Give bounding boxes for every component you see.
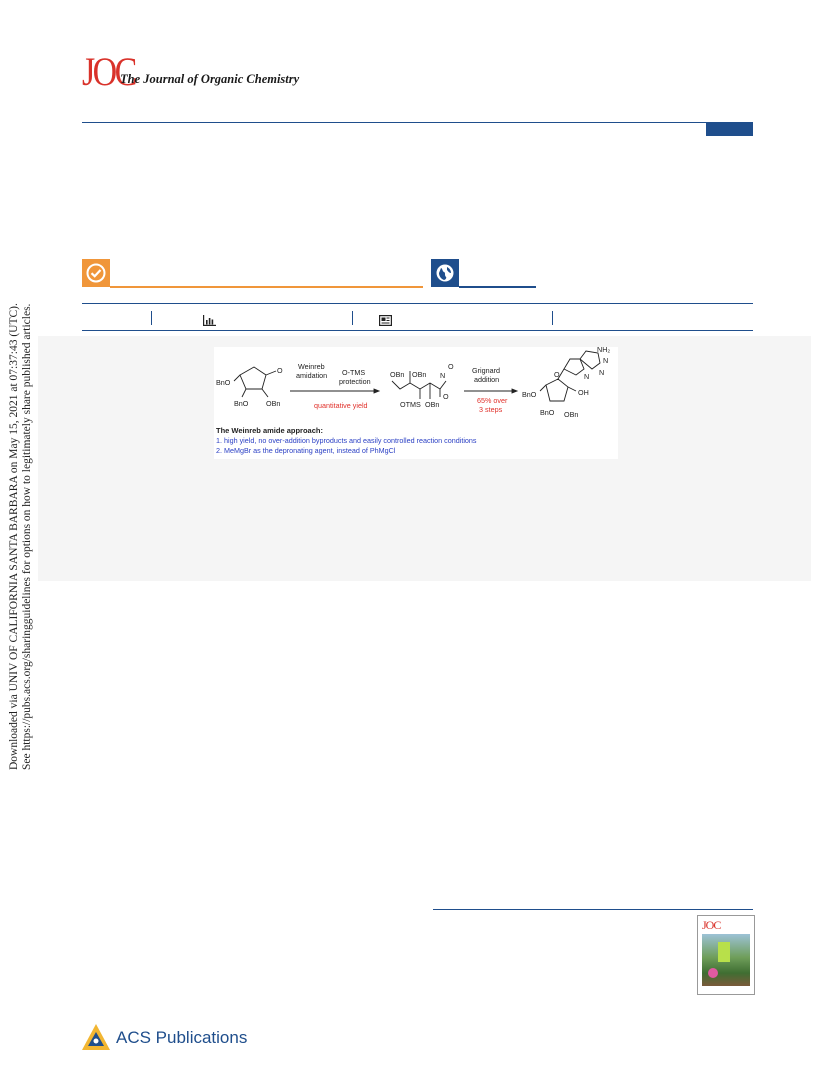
sm-label: OBn [266, 399, 281, 408]
toc-graphic [214, 347, 618, 459]
product-label: NH₂ [597, 347, 611, 354]
product [540, 351, 600, 401]
checkmark-icon [86, 263, 106, 283]
product-label: BnO [540, 408, 555, 417]
acs-logo-icon [80, 1022, 112, 1052]
reagent-label: amidation [296, 371, 328, 380]
news-icon[interactable] [379, 315, 392, 326]
sm-label: BnO [234, 399, 249, 408]
yield-label: 3 steps [479, 405, 503, 414]
global-badge[interactable] [431, 259, 459, 287]
yield-label: quantitative yield [314, 401, 368, 410]
reaction-arrow [290, 389, 379, 393]
intermediate-label: OTMS [400, 400, 421, 409]
bar-chart-icon[interactable] [203, 315, 216, 326]
reagent-label: O-TMS [342, 368, 366, 377]
cover-art-shape [708, 968, 718, 978]
badge-rule-orange [110, 286, 423, 288]
open-access-badge[interactable] [82, 259, 110, 287]
approach-point: 2. MeMgBr as the depronating agent, instead of PhMgCl [216, 446, 396, 455]
reaction-arrow [464, 389, 517, 393]
sm-label: O [277, 366, 283, 375]
starting-material [234, 367, 276, 397]
intermediate-label: O [443, 392, 449, 401]
journal-cover[interactable] [697, 915, 755, 995]
product-label: OBn [564, 410, 579, 419]
header-rule [82, 122, 706, 123]
cover-logo: JOC [702, 918, 721, 932]
product-label: BnO [522, 390, 537, 399]
footer-rule [433, 909, 753, 910]
header-accent-block [706, 122, 753, 136]
reagent-label: Grignard [472, 366, 500, 375]
metric-separator [151, 311, 152, 325]
intermediate-label: OBn [412, 370, 427, 379]
yield-label: 65% over [477, 396, 508, 405]
globe-icon [435, 263, 455, 283]
metrics-rule-bottom [82, 330, 753, 331]
reaction-scheme [214, 347, 618, 459]
approach-point: 1. high yield, no over-addition byproducts and easily controlled reaction conditions [216, 436, 477, 445]
reagent-label: Weinreb [298, 362, 325, 371]
download-notice-line-1: Downloaded via UNIV OF CALIFORNIA SANTA BARBARA on May 15, 2021 at 07:37:43 (UTC). [8, 303, 20, 770]
approach-title: The Weinreb amide approach: [216, 426, 323, 435]
intermediate-label: O [448, 362, 454, 371]
cover-art-shape [718, 942, 730, 962]
intermediate-label: OBn [425, 400, 440, 409]
publisher-name: ACS Publications [116, 1028, 248, 1047]
product-label: N [584, 372, 590, 381]
product-label: OH [578, 388, 589, 397]
product-label: N [599, 368, 605, 377]
journal-title: The Journal of Organic Chemistry [120, 72, 300, 86]
badge-rule-blue [459, 286, 536, 288]
download-notice [0, 303, 42, 770]
download-notice-line-2: See https://pubs.acs.org/sharingguidelines for options on how to legitimately share published articles. [21, 303, 33, 770]
sm-label: BnO [216, 378, 231, 387]
product-label: O [554, 370, 560, 379]
journal-logo: JOC [82, 49, 135, 94]
product-label: N [603, 356, 609, 365]
reagent-label: addition [474, 375, 500, 384]
intermediate-label: N [440, 371, 446, 380]
metrics-rule-top [82, 303, 753, 304]
reagent-label: protection [339, 377, 371, 386]
metric-separator [352, 311, 353, 325]
metric-separator [552, 311, 553, 325]
intermediate-label: OBn [390, 370, 405, 379]
